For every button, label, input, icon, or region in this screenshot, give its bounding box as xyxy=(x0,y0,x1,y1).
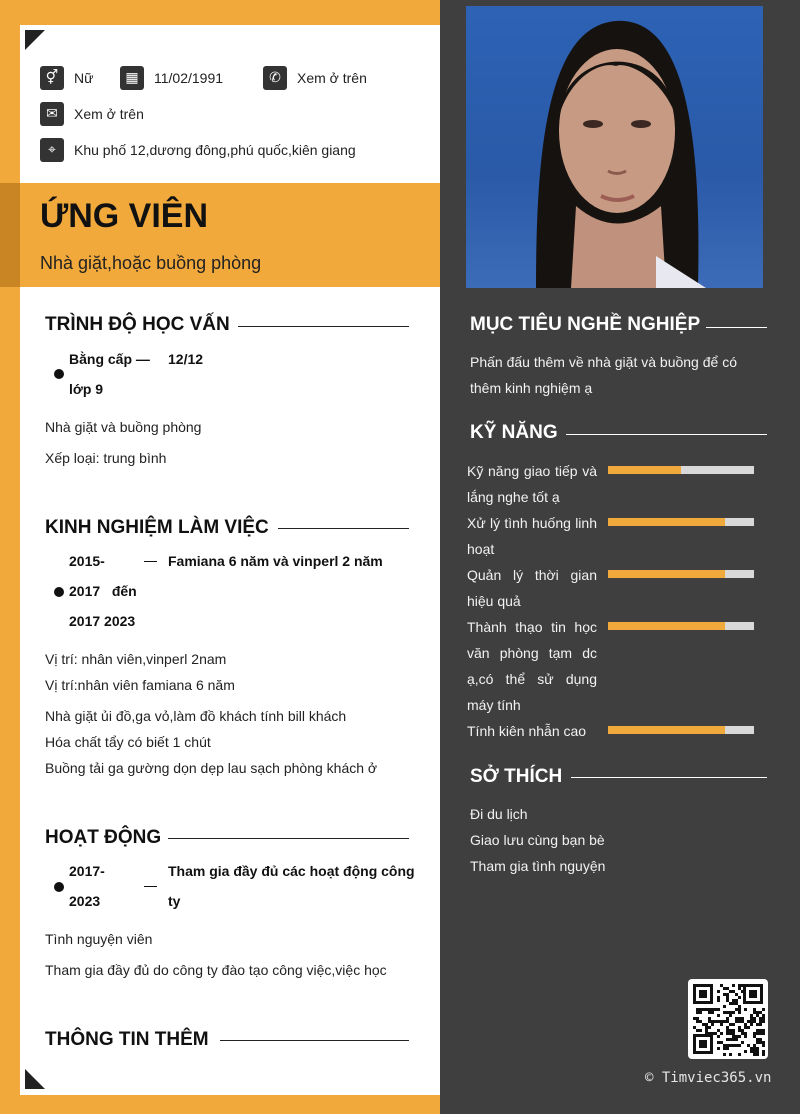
qr-module xyxy=(735,1035,738,1038)
qr-module xyxy=(753,1050,756,1053)
activities-bullet xyxy=(54,882,64,892)
qr-module xyxy=(735,1017,738,1020)
experience-detail: Vị trí:nhân viên famiana 6 năm xyxy=(45,677,235,693)
qr-module xyxy=(723,1020,726,1023)
qr-module xyxy=(696,1020,699,1023)
activities-name-1: Tham gia đầy đủ các hoạt động công xyxy=(168,863,415,879)
qr-module xyxy=(714,1008,717,1011)
qr-module xyxy=(744,1023,747,1026)
qr-module xyxy=(732,1011,735,1014)
hobby-item: Tham gia tình nguyện xyxy=(470,858,606,874)
qr-module xyxy=(753,1047,756,1050)
experience-detail: Hóa chất tẩy có biết 1 chút xyxy=(45,734,211,750)
qr-module xyxy=(741,990,744,993)
qr-module xyxy=(759,1029,762,1032)
qr-module xyxy=(693,1026,696,1029)
qr-module xyxy=(738,996,741,999)
birthdate-info xyxy=(120,66,223,90)
education-degree-label: Bằng cấp — xyxy=(69,351,150,367)
qr-module xyxy=(750,1023,753,1026)
qr-module xyxy=(744,1032,747,1035)
address-info xyxy=(40,138,356,162)
qr-module xyxy=(702,1023,705,1026)
qr-module xyxy=(735,1008,738,1011)
qr-module xyxy=(723,1053,726,1056)
qr-module xyxy=(732,1032,735,1035)
qr-module xyxy=(723,993,726,996)
qr-module xyxy=(738,1011,741,1014)
qr-module xyxy=(723,987,726,990)
qr-module xyxy=(762,1044,765,1047)
education-bullet xyxy=(54,369,64,379)
name-band-edge xyxy=(0,183,20,287)
qr-module xyxy=(726,1026,729,1029)
birthdate-value: 11/02/1991 xyxy=(154,70,224,86)
qr-module xyxy=(717,1047,720,1050)
qr-module xyxy=(726,987,729,990)
qr-module xyxy=(720,1041,723,1044)
qr-module xyxy=(705,1026,708,1029)
qr-module xyxy=(762,1020,765,1023)
activities-title: HOẠT ĐỘNG xyxy=(45,827,162,848)
qr-module xyxy=(708,1020,711,1023)
qr-module xyxy=(738,987,741,990)
qr-module xyxy=(723,1005,726,1008)
qr-module xyxy=(738,1020,741,1023)
qr-module xyxy=(705,1008,708,1011)
qr-module xyxy=(747,1020,750,1023)
qr-module xyxy=(708,1008,711,1011)
skill-label: Quản lý thời gian hiệu quả xyxy=(467,567,597,609)
qr-module xyxy=(738,1026,741,1029)
qr-module xyxy=(720,1020,723,1023)
qr-module xyxy=(750,1014,753,1017)
qr-module xyxy=(723,1047,726,1050)
hobby-item: Giao lưu cùng bạn bè xyxy=(470,832,605,848)
qr-module xyxy=(705,1023,708,1026)
qr-module xyxy=(720,984,723,987)
qr-module xyxy=(738,1005,741,1008)
gender-info xyxy=(40,66,93,90)
qr-module xyxy=(717,1035,720,1038)
calendar-icon: ▦ xyxy=(120,66,144,90)
qr-module xyxy=(753,1035,756,1038)
experience-detail: Nhà giặt ủi đồ,ga vỏ,làm đồ khách tính bill khách xyxy=(45,708,347,724)
qr-module xyxy=(756,1011,759,1014)
education-major: Nhà giặt và buồng phòng xyxy=(45,419,202,435)
qr-module xyxy=(762,1041,765,1044)
qr-module xyxy=(741,1020,744,1023)
candidate-position: Nhà giặt,hoặc buồng phòng xyxy=(40,253,262,273)
qr-module xyxy=(696,1011,699,1014)
qr-module xyxy=(753,1011,756,1014)
experience-company: Famiana 6 năm và vinperl 2 năm xyxy=(168,553,383,569)
qr-module xyxy=(735,1038,738,1041)
qr-module xyxy=(729,1014,732,1017)
qr-module xyxy=(717,996,720,999)
qr-module xyxy=(723,1011,726,1014)
experience-divider xyxy=(278,528,409,529)
qr-module xyxy=(753,1053,756,1056)
address-value: Khu phố 12,dương đông,phú quốc,kiên giang xyxy=(74,142,356,158)
qr-module xyxy=(708,1011,711,1014)
skill-bar xyxy=(608,518,754,526)
qr-module xyxy=(744,1026,747,1029)
qr-module xyxy=(750,1047,753,1050)
qr-module xyxy=(696,1017,699,1020)
skills-title: KỸ NĂNG xyxy=(470,422,558,443)
qr-module xyxy=(756,1023,759,1026)
phone-icon: ✆ xyxy=(263,66,287,90)
qr-module xyxy=(726,1047,729,1050)
qr-module xyxy=(744,1008,747,1011)
skill-bar xyxy=(608,622,754,630)
experience-bullet xyxy=(54,587,64,597)
corner-decoration-bottom xyxy=(25,1069,45,1089)
education-grade: Xếp loại: trung bình xyxy=(45,450,167,466)
qr-module xyxy=(753,1044,756,1047)
skill-label: Kỹ năng giao tiếp và lắng nghe tốt ạ xyxy=(467,463,597,505)
qr-module xyxy=(741,1029,744,1032)
qr-module xyxy=(729,1029,732,1032)
qr-module xyxy=(732,1023,735,1026)
qr-module xyxy=(726,996,729,999)
phone-value: Xem ở trên xyxy=(297,70,367,86)
qr-module xyxy=(747,1026,750,1029)
qr-module xyxy=(756,1050,759,1053)
qr-module xyxy=(729,1038,732,1041)
qr-module xyxy=(711,1011,714,1014)
qr-module xyxy=(708,1032,711,1035)
qr-module xyxy=(747,1044,750,1047)
qr-module xyxy=(735,1002,738,1005)
skill-label: Xử lý tình huống linh hoạt xyxy=(467,515,597,557)
qr-module xyxy=(714,1020,717,1023)
skill-bar-fill xyxy=(608,466,681,474)
qr-module xyxy=(741,1041,744,1044)
qr-module xyxy=(714,1032,717,1035)
qr-module xyxy=(756,1038,759,1041)
qr-module xyxy=(738,984,741,987)
qr-module xyxy=(741,1032,744,1035)
qr-module xyxy=(750,1050,753,1053)
skill-bar xyxy=(608,570,754,578)
qr-code-pattern xyxy=(688,979,768,1059)
qr-module xyxy=(705,1029,708,1032)
education-divider xyxy=(238,326,409,327)
activities-divider xyxy=(168,838,409,839)
qr-module xyxy=(699,1020,702,1023)
portrait-illustration xyxy=(466,6,763,288)
qr-module xyxy=(732,984,735,987)
qr-module xyxy=(735,993,738,996)
education-degree-value: 12/12 xyxy=(168,351,204,367)
qr-module xyxy=(696,1029,699,1032)
qr-module xyxy=(717,990,720,993)
skill-bar-fill xyxy=(608,518,725,526)
qr-module xyxy=(729,1023,732,1026)
qr-module xyxy=(750,1017,753,1020)
qr-code xyxy=(688,979,768,1059)
experience-period-1: 2015- xyxy=(69,553,105,569)
qr-module xyxy=(732,1002,735,1005)
experience-dash xyxy=(144,561,157,562)
qr-module xyxy=(738,1053,741,1056)
qr-module xyxy=(744,1035,747,1038)
qr-module xyxy=(762,1014,765,1017)
qr-module xyxy=(759,1017,762,1020)
qr-module xyxy=(738,1008,741,1011)
qr-module xyxy=(738,1044,741,1047)
qr-module xyxy=(717,1020,720,1023)
skills-divider xyxy=(566,434,767,435)
qr-module xyxy=(762,1053,765,1056)
qr-module xyxy=(759,1023,762,1026)
qr-module xyxy=(711,1020,714,1023)
experience-detail: Buồng tải ga gường dọn dẹp lau sạch phòng khách ở xyxy=(45,760,378,776)
qr-module xyxy=(732,1038,735,1041)
qr-module xyxy=(726,1029,729,1032)
skill-bar xyxy=(608,466,754,474)
qr-module xyxy=(699,1011,702,1014)
qr-module xyxy=(738,1029,741,1032)
qr-module xyxy=(738,1035,741,1038)
qr-module xyxy=(699,1008,702,1011)
qr-module xyxy=(750,1020,753,1023)
qr-module xyxy=(735,1044,738,1047)
qr-module xyxy=(708,1026,711,1029)
qr-module xyxy=(762,1017,765,1020)
qr-module xyxy=(753,1017,756,1020)
qr-module xyxy=(732,1035,735,1038)
objective-title: MỤC TIÊU NGHỀ NGHIỆP xyxy=(470,314,701,335)
qr-module xyxy=(726,999,729,1002)
qr-module xyxy=(759,1011,762,1014)
qr-module xyxy=(729,1032,732,1035)
objective-text-line2: thêm kinh nghiệm ạ xyxy=(470,380,593,396)
qr-module xyxy=(726,1044,729,1047)
qr-module xyxy=(720,1032,723,1035)
qr-module xyxy=(717,1029,720,1032)
email-info xyxy=(40,102,144,126)
qr-module xyxy=(732,999,735,1002)
qr-module xyxy=(726,1017,729,1020)
activities-period-2: 2023 xyxy=(69,893,101,909)
qr-module xyxy=(753,1032,756,1035)
qr-module xyxy=(753,1020,756,1023)
qr-module xyxy=(762,1050,765,1053)
qr-module xyxy=(756,1014,759,1017)
qr-module xyxy=(711,1023,714,1026)
qr-module xyxy=(741,1017,744,1020)
qr-module xyxy=(741,984,744,987)
activities-period-1: 2017- xyxy=(69,863,105,879)
qr-module xyxy=(729,1044,732,1047)
skill-label: Tính kiên nhẫn cao xyxy=(467,723,587,739)
qr-module xyxy=(732,1029,735,1032)
experience-detail: Vị trí: nhân viên,vinperl 2nam xyxy=(45,651,227,667)
qr-module xyxy=(762,1029,765,1032)
qr-module xyxy=(732,990,735,993)
qr-module xyxy=(729,1053,732,1056)
qr-module xyxy=(759,1038,762,1041)
skill-bar xyxy=(608,726,754,734)
qr-module xyxy=(717,1014,720,1017)
qr-module xyxy=(756,1032,759,1035)
site-watermark: © Timviec365.vn xyxy=(645,1070,772,1086)
qr-module xyxy=(762,1032,765,1035)
phone-info xyxy=(263,66,367,90)
qr-module xyxy=(735,1020,738,1023)
objective-text-line1: Phấn đấu thêm về nhà giặt và buồng để có xyxy=(470,354,737,370)
qr-module xyxy=(726,1011,729,1014)
qr-module xyxy=(705,1032,708,1035)
hobby-item: Đi du lịch xyxy=(470,806,528,822)
qr-module xyxy=(717,1041,720,1044)
education-degree-label-2: lớp 9 xyxy=(69,381,104,397)
activities-name-2: ty xyxy=(168,893,181,909)
qr-module xyxy=(756,1047,759,1050)
skill-bar-fill xyxy=(608,622,725,630)
experience-title: KINH NGHIỆM LÀM VIỆC xyxy=(45,517,269,538)
qr-module xyxy=(756,1029,759,1032)
qr-module xyxy=(735,999,738,1002)
qr-module xyxy=(756,1053,759,1056)
qr-module xyxy=(729,1011,732,1014)
qr-module xyxy=(732,1044,735,1047)
activities-detail: Tham gia đầy đủ do công ty đào tạo công việc,việc học xyxy=(45,962,387,978)
email-value: Xem ở trên xyxy=(74,106,144,122)
activities-dash xyxy=(144,886,157,887)
activities-detail: Tình nguyện viên xyxy=(45,931,153,947)
qr-module xyxy=(759,1020,762,1023)
experience-period-3: 2017 2023 xyxy=(69,613,136,629)
qr-module xyxy=(729,1002,732,1005)
qr-module xyxy=(711,1032,714,1035)
education-title: TRÌNH ĐỘ HỌC VẤN xyxy=(45,314,230,335)
qr-module xyxy=(726,1020,729,1023)
candidate-name: ỨNG VIÊN xyxy=(40,197,209,235)
skill-bar-fill xyxy=(608,570,725,578)
qr-module xyxy=(720,1023,723,1026)
qr-module xyxy=(708,1017,711,1020)
additional-info-title: THÔNG TIN THÊM xyxy=(45,1029,209,1050)
qr-module xyxy=(702,1008,705,1011)
qr-module xyxy=(744,1050,747,1053)
additional-info-divider xyxy=(220,1040,409,1041)
qr-module xyxy=(753,1008,756,1011)
qr-module xyxy=(696,1008,699,1011)
hobbies-divider xyxy=(571,777,767,778)
corner-decoration-top xyxy=(25,30,45,50)
qr-module xyxy=(759,1041,762,1044)
qr-module xyxy=(723,1044,726,1047)
qr-module xyxy=(726,993,729,996)
gender-value: Nữ xyxy=(74,70,94,86)
qr-module xyxy=(729,990,732,993)
qr-module xyxy=(738,1017,741,1020)
hobbies-title: SỞ THÍCH xyxy=(470,766,563,787)
qr-module xyxy=(699,1029,702,1032)
skill-bar-fill xyxy=(608,726,725,734)
qr-module xyxy=(726,1038,729,1041)
qr-module xyxy=(756,1041,759,1044)
qr-module xyxy=(693,1017,696,1020)
email-icon: ✉ xyxy=(40,102,64,126)
qr-module xyxy=(726,1032,729,1035)
qr-module xyxy=(717,999,720,1002)
gender-icon: ⚥ xyxy=(40,66,64,90)
qr-module xyxy=(711,1008,714,1011)
objective-divider xyxy=(706,327,767,328)
qr-module xyxy=(762,1008,765,1011)
qr-module xyxy=(717,1008,720,1011)
location-icon: ⌖ xyxy=(40,138,64,162)
skill-label: Thành thạo tin học văn phòng tạm dc ạ,có thể sử dụng máy tính xyxy=(467,619,597,713)
experience-period-2: 2017 đến xyxy=(69,583,137,599)
qr-module xyxy=(759,1032,762,1035)
candidate-photo xyxy=(466,6,763,288)
